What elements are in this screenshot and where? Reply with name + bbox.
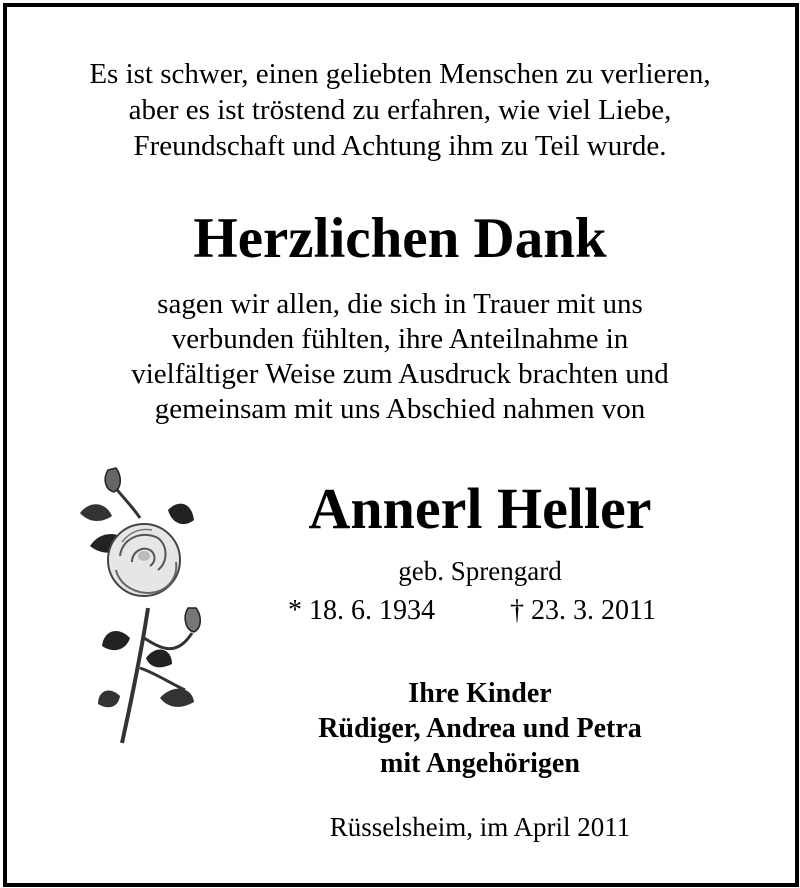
deceased-name: Annerl Heller xyxy=(308,476,652,541)
birth-date: * 18. 6. 1934 xyxy=(288,595,435,626)
rose-icon xyxy=(60,458,230,758)
thanks-line: verbunden fühlten, ihre Anteilnahme in xyxy=(171,323,629,355)
family-line: Rüdiger, Andrea und Petra xyxy=(318,713,642,744)
family-signature xyxy=(240,676,720,781)
verse-text xyxy=(0,56,800,164)
thanks-text xyxy=(0,287,800,427)
family-line: mit Angehörigen xyxy=(380,748,580,779)
family-line: Ihre Kinder xyxy=(408,678,552,709)
thanks-line: vielfältiger Weise zum Ausdruck brachten und xyxy=(131,358,669,390)
death-date: † 23. 3. 2011 xyxy=(510,595,656,626)
maiden-name: geb. Sprengard xyxy=(398,556,562,586)
heading: Herzlichen Dank xyxy=(193,207,607,270)
verse-line: Freundschaft und Achtung ihm zu Teil wurde. xyxy=(133,130,667,162)
thanks-line: gemeinsam mit uns Abschied nahmen von xyxy=(154,393,646,425)
thanks-line: sagen wir allen, die sich in Trauer mit uns xyxy=(157,288,643,320)
place-date: Rüsselsheim, im April 2011 xyxy=(329,812,631,842)
verse-line: aber es ist tröstend zu erfahren, wie viel Liebe, xyxy=(128,94,672,126)
verse-line: Es ist schwer, einen geliebten Menschen zu verlieren, xyxy=(89,58,711,90)
